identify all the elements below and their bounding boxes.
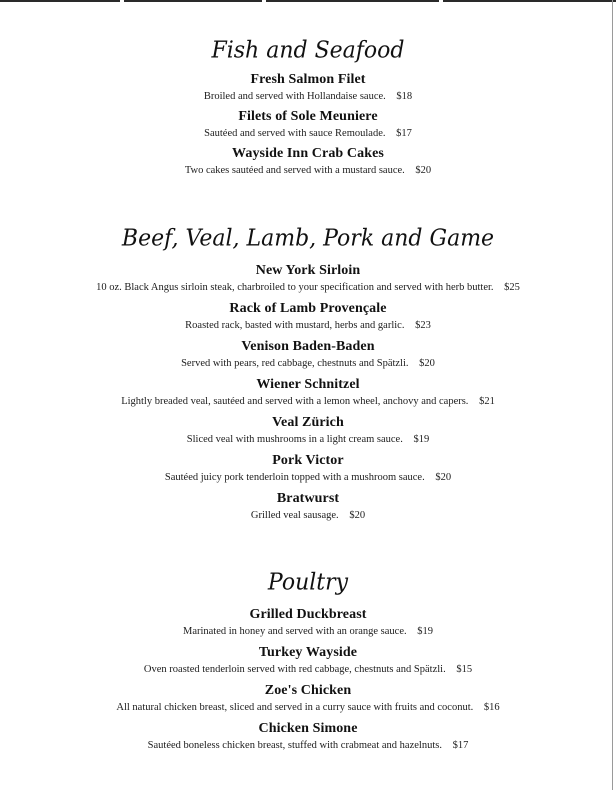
description-text: 10 oz. Black Angus sirloin steak, charbroiled to your specification and served with herb butter. xyxy=(96,282,494,293)
menu-item-description xyxy=(0,394,616,410)
menu-item xyxy=(0,490,616,524)
menu-item-description xyxy=(0,700,616,716)
menu-item-description xyxy=(0,126,616,142)
menu-item-description xyxy=(0,738,616,754)
menu-item-name: Wayside Inn Crab Cakes xyxy=(232,146,384,161)
section-title: Beef, Veal, Lamb, Pork and Game xyxy=(121,225,495,252)
poultry-section xyxy=(0,568,616,754)
menu-item xyxy=(0,376,616,410)
price: $17 xyxy=(452,740,469,751)
fish-and-seafood-section xyxy=(0,36,616,179)
menu-item-description xyxy=(0,280,616,296)
price: $19 xyxy=(413,434,430,445)
price: $20 xyxy=(435,472,452,483)
description-text: Roasted rack, basted with mustard, herbs and garlic. xyxy=(185,320,405,331)
menu-item xyxy=(0,606,616,640)
price: $16 xyxy=(483,702,500,713)
description-text: Lightly breaded veal, sautéed and served with a lemon wheel, anchovy and capers. xyxy=(121,396,469,407)
menu-item-description xyxy=(0,662,616,678)
price: $19 xyxy=(417,626,433,637)
description-text: Oven roasted tenderloin served with red cabbage, chestnuts and Spätzli. xyxy=(143,664,446,675)
price: $20 xyxy=(349,510,366,521)
menu-item-description xyxy=(0,356,616,372)
description-text: Sautéed juicy pork tenderloin topped with a mushroom sauce. xyxy=(164,472,425,483)
menu-item xyxy=(0,145,616,179)
menu-item-description xyxy=(0,432,616,448)
description-text: Two cakes sautéed and served with a mustard sauce. xyxy=(184,165,405,176)
price: $25 xyxy=(504,282,520,293)
section-title: Fish and Seafood xyxy=(211,37,405,64)
price: $15 xyxy=(456,664,473,675)
menu-item-description xyxy=(0,318,616,334)
menu-item xyxy=(0,414,616,448)
description-text: Marinated in honey and served with an orange sauce. xyxy=(182,626,407,637)
menu-item-name: Chicken Simone xyxy=(258,721,358,736)
menu-item-description xyxy=(0,163,616,179)
price: $20 xyxy=(415,165,432,176)
price: $18 xyxy=(396,91,413,102)
menu-item-description xyxy=(0,470,616,486)
description-text: Sliced veal with mushrooms in a light cream sauce. xyxy=(186,434,403,445)
menu-item-name: Pork Victor xyxy=(272,453,344,468)
menu-item-name: Bratwurst xyxy=(276,491,340,506)
description-text: Grilled veal sausage. xyxy=(250,510,339,521)
menu-item xyxy=(0,108,616,142)
menu-item xyxy=(0,262,616,296)
menu-item xyxy=(0,720,616,754)
menu-item xyxy=(0,300,616,334)
price: $17 xyxy=(396,128,412,139)
menu-item-name: Zoe's Chicken xyxy=(264,683,352,698)
menu-item xyxy=(0,71,616,105)
menu-item xyxy=(0,644,616,678)
menu-item-name: Grilled Duckbreast xyxy=(249,607,367,622)
menu-item-name: Veal Zürich xyxy=(272,415,344,430)
menu-item-description xyxy=(0,508,616,524)
menu-item-description xyxy=(0,89,616,105)
section-title: Poultry xyxy=(267,569,349,596)
menu-item-name: Rack of Lamb Provençale xyxy=(229,301,387,316)
menu-item xyxy=(0,682,616,716)
price: $21 xyxy=(479,396,495,407)
menu-item-name: Wiener Schnitzel xyxy=(256,377,360,392)
description-text: Broiled and served with Hollandaise sauce. xyxy=(203,91,386,102)
price: $20 xyxy=(419,358,435,369)
description-text: Sautéed boneless chicken breast, stuffed with crabmeat and hazelnuts. xyxy=(147,740,442,751)
description-text: All natural chicken breast, sliced and served in a curry sauce with fruits and coconut. xyxy=(116,702,474,713)
menu-item-name: Venison Baden-Baden xyxy=(241,339,375,354)
beef-veal-lamb-pork-game-section xyxy=(0,224,616,524)
menu-item-name: New York Sirloin xyxy=(255,263,361,278)
menu-item xyxy=(0,338,616,372)
menu-item-description xyxy=(0,624,616,640)
menu-item-name: Turkey Wayside xyxy=(258,645,358,660)
price: $23 xyxy=(415,320,431,331)
description-text: Sautéed and served with sauce Remoulade. xyxy=(204,128,386,139)
menu-item-name: Fresh Salmon Filet xyxy=(250,72,366,87)
menu-item xyxy=(0,452,616,486)
description-text: Served with pears, red cabbage, chestnuts and Spätzli. xyxy=(181,358,409,369)
menu-item-name: Filets of Sole Meuniere xyxy=(238,109,378,124)
